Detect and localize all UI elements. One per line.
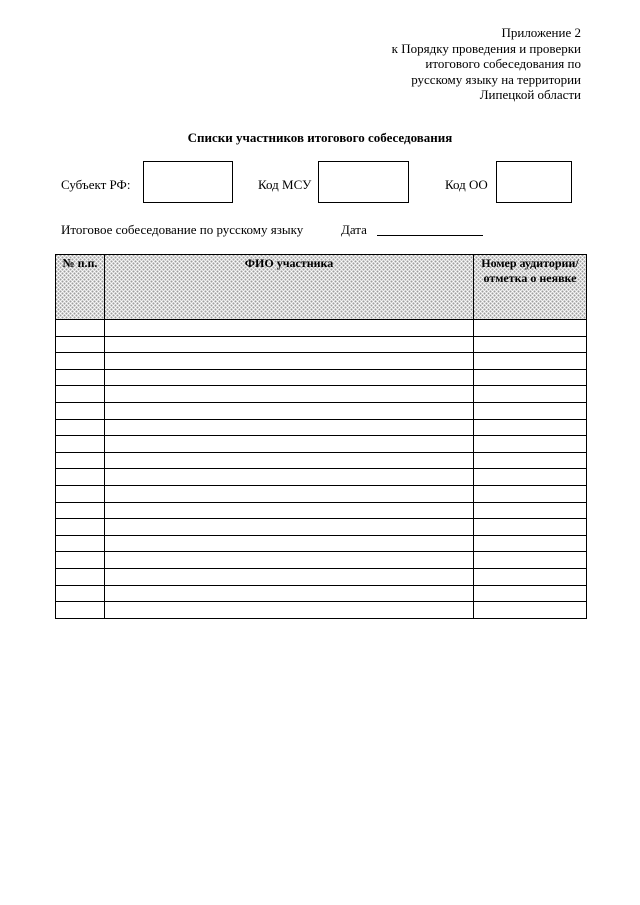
row-name-cell[interactable]: [105, 519, 474, 536]
row-room-cell[interactable]: [474, 369, 587, 386]
exam-label: Итоговое собеседование по русскому языку: [61, 222, 304, 237]
row-number-cell[interactable]: [56, 469, 105, 486]
row-room-cell[interactable]: [474, 469, 587, 486]
header-number: № п.п.: [56, 255, 105, 320]
date-label: Дата: [341, 222, 367, 237]
table-row: [56, 585, 587, 602]
table-row: [56, 602, 587, 619]
row-name-cell[interactable]: [105, 469, 474, 486]
appendix-line: русскому языку на территории: [411, 71, 581, 87]
row-room-cell[interactable]: [474, 419, 587, 436]
table-row: [56, 369, 587, 386]
row-room-cell[interactable]: [474, 568, 587, 585]
row-room-cell[interactable]: [474, 452, 587, 469]
row-name-cell[interactable]: [105, 369, 474, 386]
row-name-cell[interactable]: [105, 336, 474, 353]
row-number-cell[interactable]: [56, 436, 105, 453]
date-input-line[interactable]: [377, 235, 483, 236]
table-row: [56, 402, 587, 419]
appendix-line: Липецкой области: [479, 87, 581, 102]
row-number-cell[interactable]: [56, 552, 105, 569]
row-room-cell[interactable]: [474, 552, 587, 569]
table-body: [56, 320, 587, 619]
msu-label: Код МСУ: [258, 177, 312, 192]
row-room-cell[interactable]: [474, 320, 587, 337]
appendix-line: Приложение 2: [501, 25, 581, 40]
oo-code-box[interactable]: [496, 161, 572, 203]
row-number-cell[interactable]: [56, 386, 105, 403]
row-number-cell[interactable]: [56, 535, 105, 552]
table-row: [56, 336, 587, 353]
participants-table: [55, 254, 587, 619]
row-name-cell[interactable]: [105, 485, 474, 502]
row-room-cell[interactable]: [474, 585, 587, 602]
appendix-note: [392, 25, 581, 103]
row-room-cell[interactable]: [474, 485, 587, 502]
row-name-cell[interactable]: [105, 602, 474, 619]
row-name-cell[interactable]: [105, 419, 474, 436]
row-name-cell[interactable]: [105, 402, 474, 419]
row-name-cell[interactable]: [105, 535, 474, 552]
appendix-line: к Порядку проведения и проверки: [391, 40, 581, 56]
row-number-cell[interactable]: [56, 402, 105, 419]
row-name-cell[interactable]: [105, 436, 474, 453]
row-room-cell[interactable]: [474, 602, 587, 619]
row-room-cell[interactable]: [474, 402, 587, 419]
subject-label: Субъект РФ:: [61, 177, 131, 192]
row-room-cell[interactable]: [474, 502, 587, 519]
row-number-cell[interactable]: [56, 568, 105, 585]
table-header-row: [56, 255, 587, 320]
msu-code-box[interactable]: [318, 161, 409, 203]
row-number-cell[interactable]: [56, 369, 105, 386]
table-row: [56, 452, 587, 469]
row-room-cell[interactable]: [474, 519, 587, 536]
row-room-cell[interactable]: [474, 386, 587, 403]
table-row: [56, 419, 587, 436]
row-number-cell[interactable]: [56, 519, 105, 536]
row-room-cell[interactable]: [474, 436, 587, 453]
row-number-cell[interactable]: [56, 585, 105, 602]
row-number-cell[interactable]: [56, 485, 105, 502]
row-name-cell[interactable]: [105, 502, 474, 519]
row-number-cell[interactable]: [56, 452, 105, 469]
table-row: [56, 552, 587, 569]
row-name-cell[interactable]: [105, 386, 474, 403]
table-row: [56, 485, 587, 502]
table-row: [56, 320, 587, 337]
table-row: [56, 386, 587, 403]
table-row: [56, 519, 587, 536]
row-name-cell[interactable]: [105, 568, 474, 585]
table-row: [56, 502, 587, 519]
row-name-cell[interactable]: [105, 353, 474, 370]
row-room-cell[interactable]: [474, 353, 587, 370]
appendix-line: итогового собеседования по: [425, 56, 581, 71]
row-number-cell[interactable]: [56, 502, 105, 519]
table-row: [56, 535, 587, 552]
row-name-cell[interactable]: [105, 585, 474, 602]
row-name-cell[interactable]: [105, 320, 474, 337]
row-name-cell[interactable]: [105, 552, 474, 569]
row-room-cell[interactable]: [474, 336, 587, 353]
table-row: [56, 436, 587, 453]
row-number-cell[interactable]: [56, 336, 105, 353]
row-name-cell[interactable]: [105, 452, 474, 469]
header-room-absence: Номер аудитории/ отметка о неявке: [474, 255, 587, 320]
document-title: Списки участников итогового собеседования: [187, 130, 453, 145]
header-full-name: ФИО участника: [105, 255, 474, 320]
row-room-cell[interactable]: [474, 535, 587, 552]
table-row: [56, 353, 587, 370]
row-number-cell[interactable]: [56, 602, 105, 619]
row-number-cell[interactable]: [56, 419, 105, 436]
subject-code-box[interactable]: [143, 161, 233, 203]
table-row: [56, 469, 587, 486]
row-number-cell[interactable]: [56, 353, 105, 370]
oo-label: Код ОО: [445, 177, 488, 192]
table-row: [56, 568, 587, 585]
row-number-cell[interactable]: [56, 320, 105, 337]
